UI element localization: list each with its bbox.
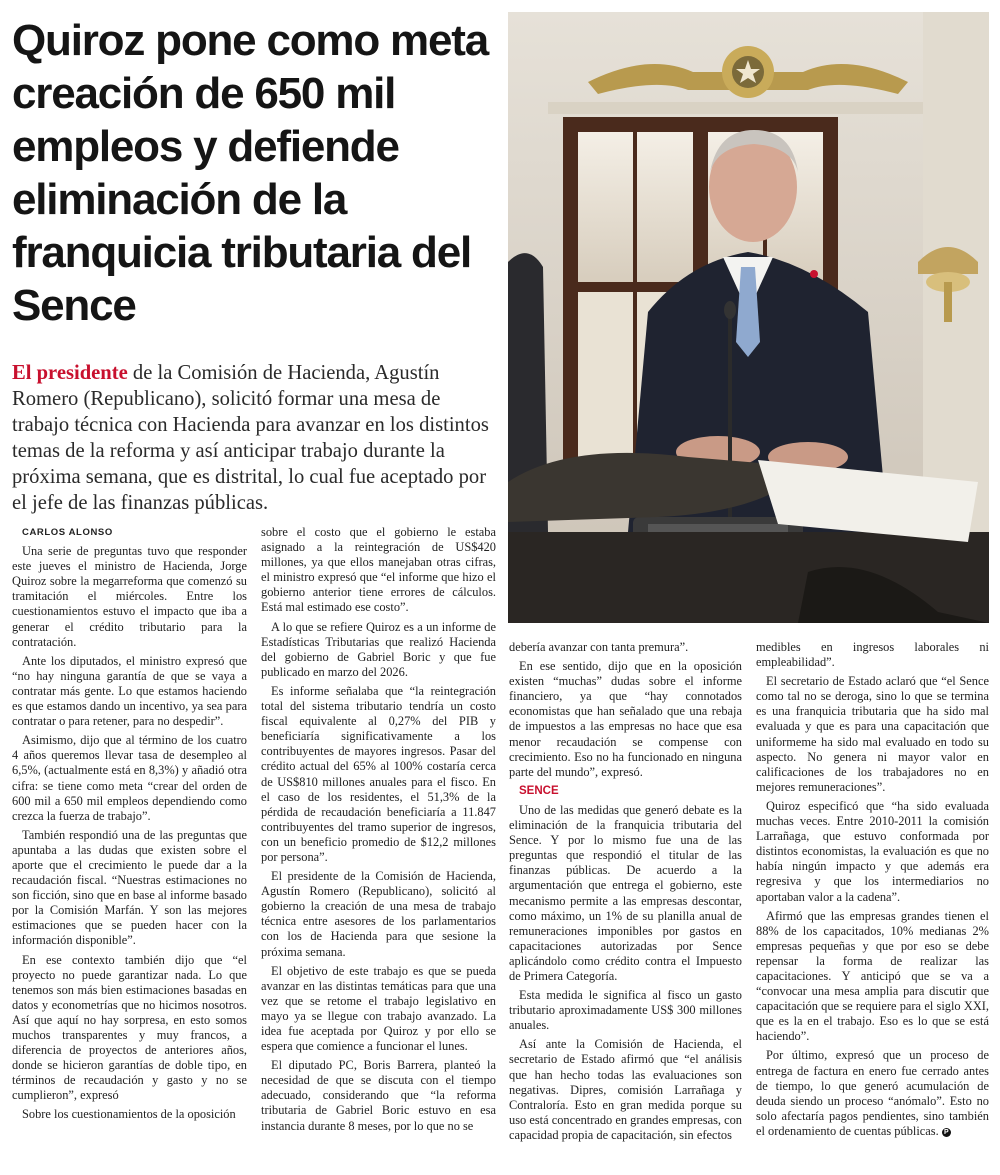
paragraph: sobre el costo que el gobierno le estaba asignado a la reintegración de US$420 millones, ya que ellos manejaban otras cifras, el ministro expresó que “el informe que hizo el gobierno anterior tiene errores de cálculos. Está mal estimado ese costo”. (261, 525, 496, 615)
paragraph: Uno de las medidas que generó debate es la eliminación de la franquicia tributaria del Sence. Y por lo mismo fue una de las preguntas que respondió el titular de las finanzas públicas. De acuerdo a la argumentación que entrega el gobierno, este mecanismo permite a las empresas descontar, como máximo, un 1% de su planilla anual de remuneraciones imponibles por gastos en capacitaciones autorizadas por Sence aplicándolo como crédito contra el Impuesto de Primera Categoría. (509, 802, 742, 983)
paragraph: Esta medida le significa al fisco un gasto tributario aproximadamente US$ 300 millones anuales. (509, 988, 742, 1033)
paragraph: El diputado PC, Boris Barrera, planteó la necesidad de que se discuta con el tiempo adecuado, considerando que “la reforma tributaria de Gabriel Boric estuvo en esa instancia durante 8 meses, por lo que no se (261, 1058, 496, 1133)
paragraph: Una serie de preguntas tuvo que responder este jueves el ministro de Hacienda, Jorge Quiroz sobre la megarreforma que comenzó su tramitación el miércoles. Entre los cuestionamientos estuvo el impacto que iba a generar el crédito tributario para la contratación. (12, 544, 247, 649)
paragraph: Sobre los cuestionamientos de la oposición (22, 1107, 236, 1122)
deck-text: de la Comisión de Hacienda, Agustín Romero (Republicano), solicitó formar una mesa de trabajo técnica con Hacienda para avanzar en los distintos temas de la reforma y así anticipar trabajo durante la próxima semana, que es distrital, lo cual fue aceptado por el jefe de las finanzas públicas. (12, 362, 489, 514)
article-column-2 (261, 525, 496, 1165)
paragraph: Ante los diputados, el ministro expresó que “no hay ninguna garantía de que se vaya a contratar más gente. Lo que estamos haciendo es que estamos dando un incentivo, ya sea para contratar o para retener, para no despedir”. (12, 653, 247, 729)
article-column-1 (12, 525, 247, 1165)
paragraph: Es informe señalaba que “la reintegración total del sistema tributario tendría un costo fiscal equivalente al 0,27% del PIB y beneficiaría significativamente a los contribuyentes de mayores ingresos. Pasar del crédito actual del 65% al 100% costaría cerca de US$810 millones anuales para el fisco. En el caso de los residentes, el 51,3% de la pérdida de recaudación beneficiaría a 11.847 contribuyentes del tramo superior de ingresos, con un beneficio promedio de $12,2 millones por persona”. (261, 683, 496, 864)
section-heading-sence: SENCE (519, 784, 559, 797)
paragraph (756, 1048, 989, 1139)
paragraph: El secretario de Estado aclaró que “el Sence como tal no se deroga, sino lo que se termina es una franquicia tributaria que ha sido mal evaluada y que es para una capacitación que uniformeme ha sido mal evaluado en todo su aspecto. No genera ni mayor valor en calificaciones de los trabajadores no en mejores remuneraciones”. (756, 674, 989, 794)
paragraph: Quiroz especificó que “ha sido evaluada muchas veces. Entre 2010-2011 la comisión Larrañaga, que estuvo conformada por distintos economistas, la evaluación es que no había ningún impacto y que además era regresiva y que los intermediarios no aportaban valor a la cadena”. (756, 798, 989, 904)
paragraph: A lo que se refiere Quiroz es a un informe de Estadísticas Tributarias que realizó Hacienda del gobierno de Gabriel Boric y que fue publicado en marzo del 2026. (261, 619, 496, 679)
paragraph: Asimismo, dijo que al término de los cuatro 4 años queremos llevar tasa de desempleo al 6,5%, (actualmente está en 8,3%) y añadió otra cifra: se tiene como meta “crear del orden de 600 mil a 650 mil empleos dependiendo como crezca la fuerza de trabajo”. (12, 733, 247, 823)
paragraph: Así ante la Comisión de Hacienda, el secretario de Estado afirmó que “el análisis que han hecho todas las evaluaciones son negativas. Dipres, comisión Larrañaga y Contraloría. Esto en gran medida porque su uso está concentrado en grandes empresas, con capacidad propia de capacitación, sin efectos (509, 1037, 742, 1142)
minister-photo-illustration (508, 12, 989, 623)
deck-lead: El presidente (12, 362, 128, 384)
paragraph: También respondió una de las preguntas que apuntaba a las dudas que existen sobre el aporte que el crecimiento le puede dar a la recaudación fiscal. “Nuestras estimaciones no son ficción, sino que en base al informe basado por la Comisión Marfán. Y son las mejores estimaciones que se pueden hacer con la información disponible”. (12, 827, 247, 948)
paragraph: Afirmó que las empresas grandes tienen el 88% de los capacitados, 10% medianas 2% empresas pequeñas y que por eso se debe repensar la forma de realizar las capacitaciones. Y anticipó que se va a “convocar una mesa amplia para discutir que capacitación que se requiere para el siglo XXI, que es la en el trabajo. Eso es lo que se está haciendo”. (756, 908, 989, 1044)
paragraph-text: Por último, expresó que un proceso de entrega de factura en enero fue cerrado antes de tiempo, lo que generó acumulación de deuda siendo un proceso “anómalo”. Esto no solo afectaría pagos pendientes, sino también el ordenamiento de cuentas públicas. (756, 1048, 989, 1138)
paragraph: debería avanzar con tanta premura”. (509, 640, 689, 654)
article-column-3 (509, 640, 742, 1165)
article-photo (508, 12, 989, 623)
paragraph: medibles en ingresos laborales ni empleabilidad”. (756, 640, 989, 670)
byline: CARLOS ALONSO (22, 527, 113, 538)
article-column-4 (756, 640, 989, 1165)
paragraph: En ese sentido, dijo que en la oposición existen “muchas” dudas sobre el informe financiero, ya que “hay connotados economistas que han señalado que una rebaja de impuestos a las empresas no hace que esa menor recaudación se compense con crecimiento. Eso no ha funcionado en ninguna parte del mundo”, expresó. (509, 659, 742, 779)
deck (12, 360, 502, 516)
paragraph: En ese contexto también dijo que “el proyecto no puede garantizar nada. Lo que tenemos son más bien estimaciones basadas en datos y econometrías que no hicimos nosotros. Así que aquí no hay sorpresa, en esto somos muchos transparentes y muy francos, a diferencia de proyectos de anteriores años, donde se hicieron garantías de doble tipo, en términos de recaudación y gasto y no se cumplieron”, expresó (12, 952, 247, 1103)
headline: Quiroz pone como meta creación de 650 mil empleos y defiende eliminación de la franquicia tributaria del Sence (12, 16, 488, 330)
paragraph: El presidente de la Comisión de Hacienda, Agustín Romero (Republicano), solicitó al gobierno la creación de una mesa de trabajo técnica entre asesores de los parlamentarios con los de Hacienda para que sesione la próxima semana. (261, 869, 496, 959)
end-of-article-icon: P (942, 1128, 951, 1137)
paragraph: El objetivo de este trabajo es que se pueda avanzar en las distintas temáticas para que una vez que se retome el trabajo legislativo en mayo ya se llegue con trabajo avanzado. La idea fue aceptada por Quiroz y por ello se espera que comience a funcionar el lunes. (261, 963, 496, 1054)
